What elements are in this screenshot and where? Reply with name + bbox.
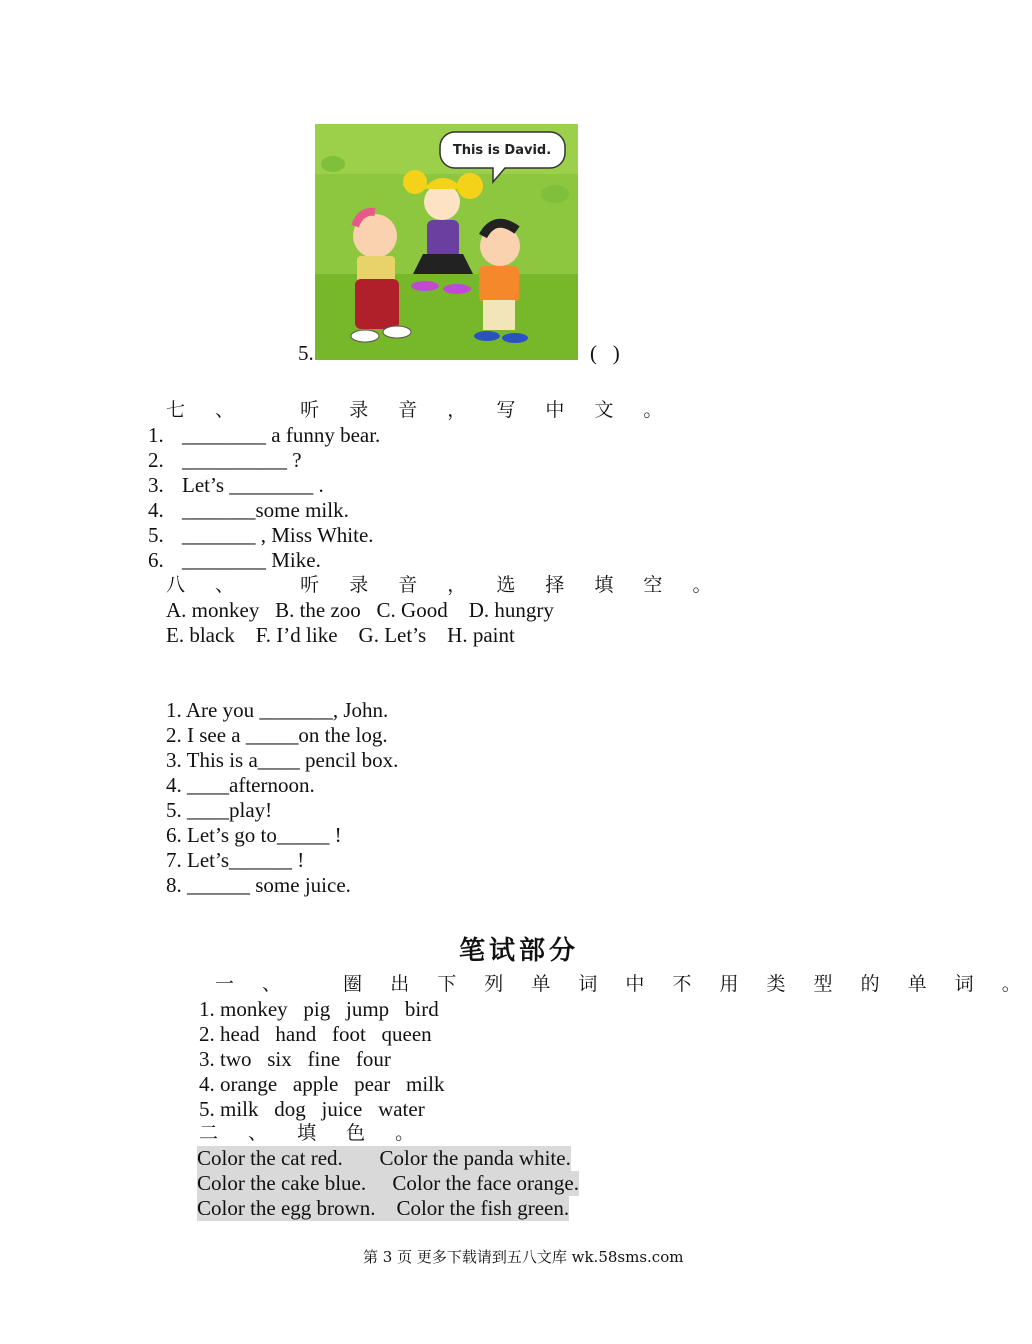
list-item: ________ a funny bear. [182,423,381,447]
section-7-heading: 七 、 听 录 音 ， 写 中 文 。 [166,399,675,421]
list-item: 3. This is a____ pencil box. [166,748,399,772]
color-instruction-line: Color the egg brown. Color the fish green. [197,1196,570,1220]
list-item: 4. orange apple pear milk [199,1072,445,1096]
question-5-answer-bracket: ( ) [590,341,620,365]
cartoon-illustration [315,124,578,360]
list-item: 5. ____play! [166,798,273,822]
written-section-title: 笔试部分 [459,936,580,966]
list-item: 7. Let’s______ ! [166,848,305,872]
list-item: 1. Are you _______, John. [166,698,389,722]
list-item-number: 4. [148,498,164,522]
options-row-2: E. black F. I’d like G. Let’s H. paint [166,623,515,647]
list-item: 4. ____afternoon. [166,773,315,797]
list-item: 6. Let’s go to_____ ! [166,823,342,847]
color-instruction-line: Color the cake blue. Color the face orange. [197,1171,579,1195]
page-footer: 第 3 页 更多下载请到五八文库 wk.58sms.com [363,1248,684,1266]
list-item-number: 6. [148,548,164,572]
list-item-number: 2. [148,448,164,472]
part-2-heading: 二 、 填 色 。 [199,1122,427,1144]
list-item: 5. milk dog juice water [199,1097,425,1121]
options-row-1: A. monkey B. the zoo C. Good D. hungry [166,598,554,622]
color-instruction-line: Color the cat red. Color the panda white. [197,1146,571,1170]
cartoon-picture [315,124,578,360]
question-5-number: 5. [298,341,314,365]
list-item-number: 1. [148,423,164,447]
list-item-number: 3. [148,473,164,497]
list-item: _______ , Miss White. [182,523,374,547]
list-item: 1. monkey pig jump bird [199,997,439,1021]
list-item: _______some milk. [182,498,349,522]
list-item: 2. head hand foot queen [199,1022,432,1046]
list-item-number: 5. [148,523,164,547]
list-item: 3. two six fine four [199,1047,391,1071]
speech-bubble-text: This is David. [452,143,552,158]
part-1-heading: 一 、 圈 出 下 列 单 词 中 不 用 类 型 的 单 词 。 [215,973,1032,995]
list-item: __________ ? [182,448,302,472]
section-8-heading: 八 、 听 录 音 ， 选 择 填 空 。 [166,574,724,596]
list-item: 2. I see a _____on the log. [166,723,388,747]
list-item: Let’s ________ . [182,473,324,497]
list-item: 8. ______ some juice. [166,873,351,897]
list-item: ________ Mike. [182,548,321,572]
